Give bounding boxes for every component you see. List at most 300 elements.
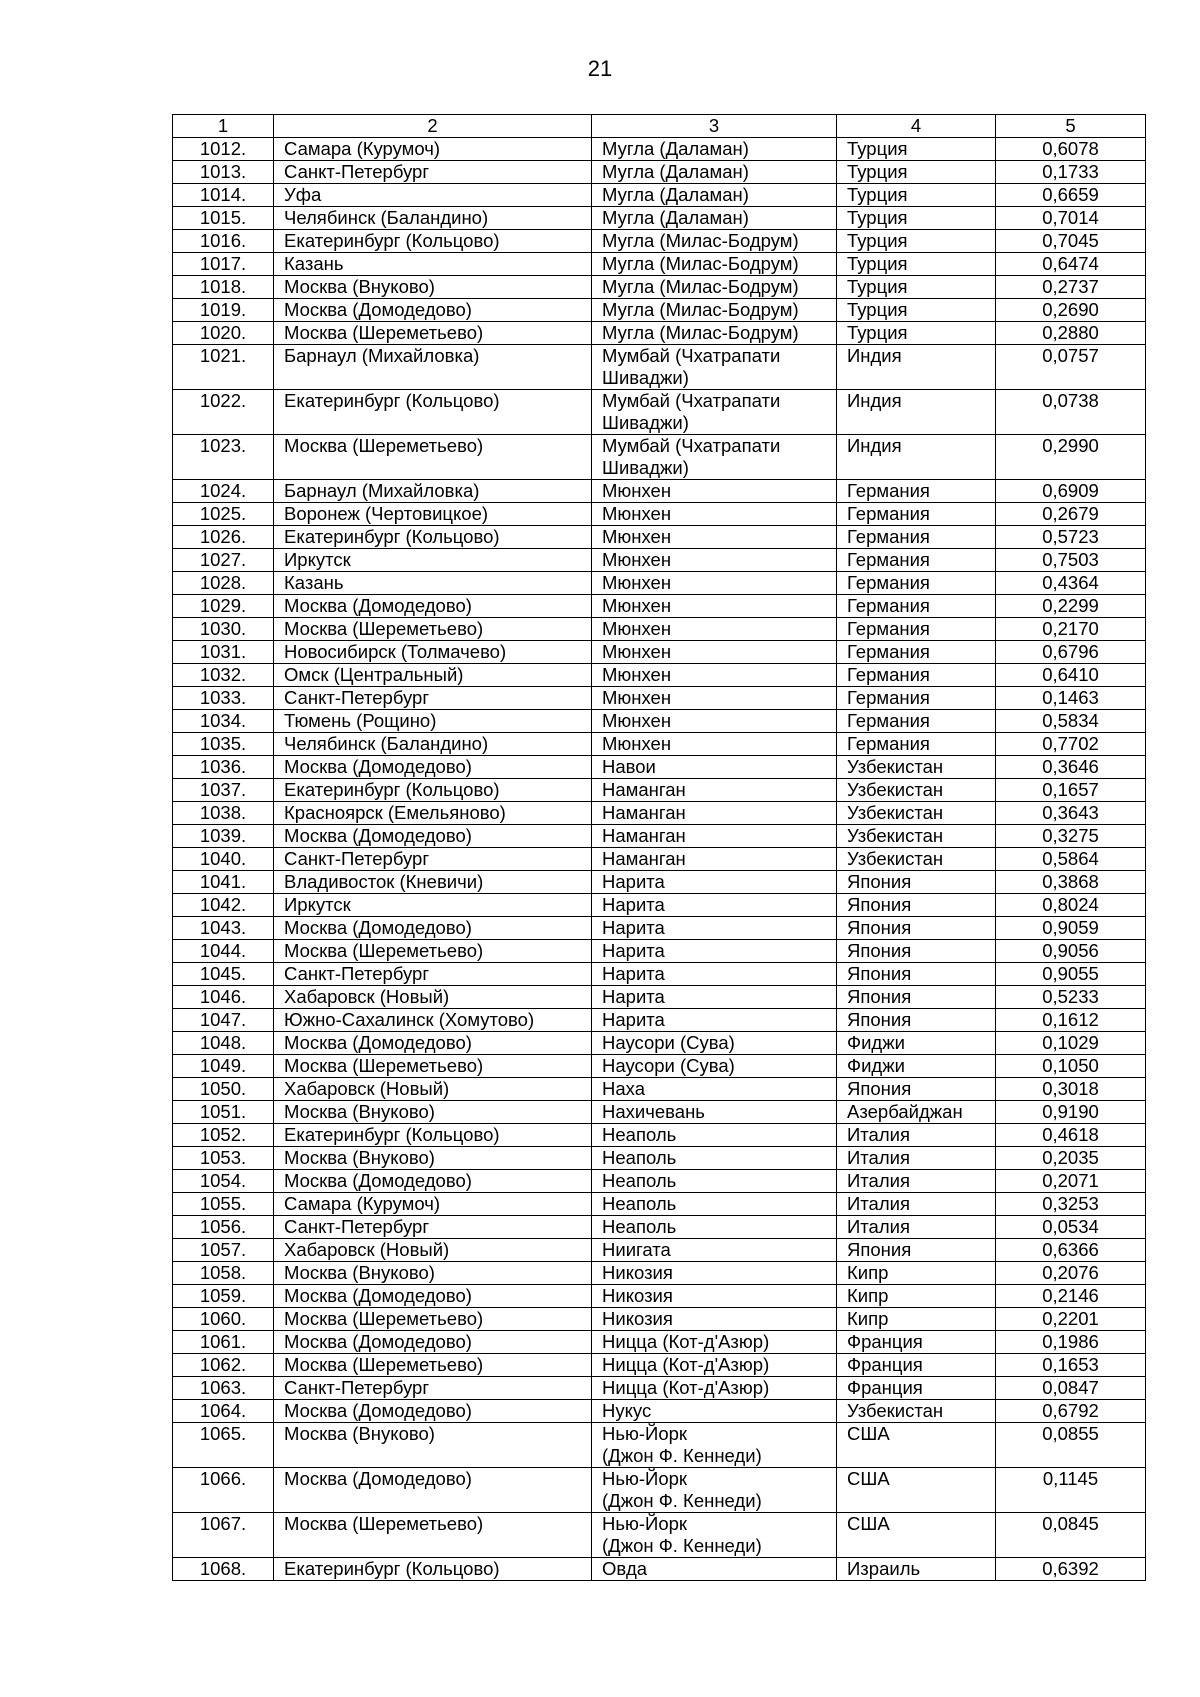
- table-row: [173, 1078, 1146, 1101]
- row-number: 1012.: [173, 138, 274, 161]
- row-number: 1021.: [173, 345, 274, 390]
- row-number: 1054.: [173, 1170, 274, 1193]
- departure-airport: Владивосток (Кневичи): [274, 871, 592, 894]
- coefficient-value: 0,1050: [996, 1055, 1146, 1078]
- departure-airport: Москва (Домодедово): [274, 1285, 592, 1308]
- destination-airport: Мумбай (Чхатрапати Шиваджи): [592, 390, 837, 435]
- departure-airport: Красноярск (Емельяново): [274, 802, 592, 825]
- country: Япония: [837, 1078, 996, 1101]
- country: Узбекистан: [837, 1400, 996, 1423]
- table-row: [173, 503, 1146, 526]
- destination-airport: Неаполь: [592, 1193, 837, 1216]
- table-row: [173, 1193, 1146, 1216]
- coefficient-value: 0,6392: [996, 1558, 1146, 1581]
- country: Турция: [837, 253, 996, 276]
- country: Индия: [837, 345, 996, 390]
- coefficient-value: 0,1733: [996, 161, 1146, 184]
- destination-airport: Нарита: [592, 871, 837, 894]
- destination-airport: Неаполь: [592, 1170, 837, 1193]
- coefficient-value: 0,2201: [996, 1308, 1146, 1331]
- destination-airport: Никозия: [592, 1308, 837, 1331]
- table-row: [173, 526, 1146, 549]
- departure-airport: Москва (Домодедово): [274, 1468, 592, 1513]
- table-row: [173, 1558, 1146, 1581]
- coefficient-value: 0,5233: [996, 986, 1146, 1009]
- row-number: 1047.: [173, 1009, 274, 1032]
- coefficient-value: 0,1657: [996, 779, 1146, 802]
- departure-airport: Москва (Шереметьево): [274, 1513, 592, 1558]
- departure-airport: Хабаровск (Новый): [274, 1239, 592, 1262]
- table-row: [173, 549, 1146, 572]
- country: Индия: [837, 390, 996, 435]
- country: Германия: [837, 710, 996, 733]
- table-row: [173, 1032, 1146, 1055]
- table-row: [173, 435, 1146, 480]
- table-row: [173, 1147, 1146, 1170]
- coefficient-value: 0,1145: [996, 1468, 1146, 1513]
- table-row: [173, 940, 1146, 963]
- coefficient-value: 0,1612: [996, 1009, 1146, 1032]
- row-number: 1066.: [173, 1468, 274, 1513]
- page-number: 21: [587, 56, 613, 81]
- row-number: 1046.: [173, 986, 274, 1009]
- row-number: 1026.: [173, 526, 274, 549]
- country: Италия: [837, 1124, 996, 1147]
- country: США: [837, 1513, 996, 1558]
- destination-airport: Мугла (Даламан): [592, 207, 837, 230]
- table-row: [173, 871, 1146, 894]
- table-header-row: [173, 115, 1146, 138]
- row-number: 1044.: [173, 940, 274, 963]
- departure-airport: Иркутск: [274, 549, 592, 572]
- departure-airport: Санкт-Петербург: [274, 848, 592, 871]
- country: Турция: [837, 138, 996, 161]
- country: Германия: [837, 549, 996, 572]
- coefficient-value: 0,8024: [996, 894, 1146, 917]
- table-row: [173, 230, 1146, 253]
- destination-airport: Мюнхен: [592, 618, 837, 641]
- departure-airport: Хабаровск (Новый): [274, 1078, 592, 1101]
- table-row: [173, 1262, 1146, 1285]
- departure-airport: Хабаровск (Новый): [274, 986, 592, 1009]
- departure-airport: Екатеринбург (Кольцово): [274, 230, 592, 253]
- coefficient-value: 0,1029: [996, 1032, 1146, 1055]
- row-number: 1048.: [173, 1032, 274, 1055]
- row-number: 1062.: [173, 1354, 274, 1377]
- destination-airport: Наусори (Сува): [592, 1032, 837, 1055]
- row-number: 1037.: [173, 779, 274, 802]
- row-number: 1031.: [173, 641, 274, 664]
- destination-airport: Нарита: [592, 894, 837, 917]
- coefficient-value: 0,4618: [996, 1124, 1146, 1147]
- table-row: [173, 618, 1146, 641]
- country: Германия: [837, 687, 996, 710]
- row-number: 1015.: [173, 207, 274, 230]
- header-col-4: 4: [837, 115, 996, 138]
- country: Италия: [837, 1147, 996, 1170]
- row-number: 1029.: [173, 595, 274, 618]
- destination-airport: Наманган: [592, 825, 837, 848]
- destination-airport: Мугла (Даламан): [592, 184, 837, 207]
- country: Япония: [837, 917, 996, 940]
- coefficient-value: 0,5864: [996, 848, 1146, 871]
- row-number: 1039.: [173, 825, 274, 848]
- country: Кипр: [837, 1262, 996, 1285]
- destination-airport: Нью-Йорк (Джон Ф. Кеннеди): [592, 1423, 837, 1468]
- departure-airport: Екатеринбург (Кольцово): [274, 1124, 592, 1147]
- row-number: 1025.: [173, 503, 274, 526]
- destination-airport: Нарита: [592, 917, 837, 940]
- destination-airport: Никозия: [592, 1262, 837, 1285]
- country: Турция: [837, 322, 996, 345]
- table-row: [173, 1101, 1146, 1124]
- destination-airport: Мугла (Даламан): [592, 161, 837, 184]
- row-number: 1020.: [173, 322, 274, 345]
- routes-table: [172, 114, 1146, 1581]
- destination-airport: Нарита: [592, 940, 837, 963]
- destination-airport: Наманган: [592, 779, 837, 802]
- country: Япония: [837, 894, 996, 917]
- table-row: [173, 138, 1146, 161]
- country: Германия: [837, 618, 996, 641]
- table-row: [173, 1308, 1146, 1331]
- row-number: 1059.: [173, 1285, 274, 1308]
- country: Турция: [837, 207, 996, 230]
- table-row: [173, 848, 1146, 871]
- table-row: [173, 299, 1146, 322]
- departure-airport: Тюмень (Рощино): [274, 710, 592, 733]
- table-row: [173, 1124, 1146, 1147]
- country: Германия: [837, 526, 996, 549]
- row-number: 1024.: [173, 480, 274, 503]
- departure-airport: Москва (Шереметьево): [274, 1308, 592, 1331]
- destination-airport: Мугла (Милас-Бодрум): [592, 276, 837, 299]
- coefficient-value: 0,6909: [996, 480, 1146, 503]
- departure-airport: Иркутск: [274, 894, 592, 917]
- row-number: 1063.: [173, 1377, 274, 1400]
- country: Узбекистан: [837, 756, 996, 779]
- row-number: 1028.: [173, 572, 274, 595]
- row-number: 1056.: [173, 1216, 274, 1239]
- destination-airport: Мюнхен: [592, 503, 837, 526]
- row-number: 1052.: [173, 1124, 274, 1147]
- departure-airport: Екатеринбург (Кольцово): [274, 779, 592, 802]
- departure-airport: Москва (Шереметьево): [274, 940, 592, 963]
- country: Израиль: [837, 1558, 996, 1581]
- destination-airport: Мюнхен: [592, 687, 837, 710]
- country: Турция: [837, 299, 996, 322]
- coefficient-value: 0,7014: [996, 207, 1146, 230]
- departure-airport: Москва (Домодедово): [274, 299, 592, 322]
- row-number: 1032.: [173, 664, 274, 687]
- country: Фиджи: [837, 1032, 996, 1055]
- destination-airport: Мюнхен: [592, 664, 837, 687]
- coefficient-value: 0,0845: [996, 1513, 1146, 1558]
- row-number: 1041.: [173, 871, 274, 894]
- coefficient-value: 0,3646: [996, 756, 1146, 779]
- coefficient-value: 0,2071: [996, 1170, 1146, 1193]
- table-row: [173, 756, 1146, 779]
- coefficient-value: 0,3253: [996, 1193, 1146, 1216]
- coefficient-value: 0,7503: [996, 549, 1146, 572]
- coefficient-value: 0,2990: [996, 435, 1146, 480]
- row-number: 1034.: [173, 710, 274, 733]
- departure-airport: Москва (Внуково): [274, 1423, 592, 1468]
- destination-airport: Мугла (Даламан): [592, 138, 837, 161]
- table-row: [173, 480, 1146, 503]
- coefficient-value: 0,2076: [996, 1262, 1146, 1285]
- departure-airport: Екатеринбург (Кольцово): [274, 1558, 592, 1581]
- table-row: [173, 1400, 1146, 1423]
- table-row: [173, 779, 1146, 802]
- country: Узбекистан: [837, 802, 996, 825]
- row-number: 1057.: [173, 1239, 274, 1262]
- destination-airport: Наманган: [592, 848, 837, 871]
- header-col-5: 5: [996, 115, 1146, 138]
- coefficient-value: 0,2679: [996, 503, 1146, 526]
- row-number: 1050.: [173, 1078, 274, 1101]
- country: Германия: [837, 733, 996, 756]
- coefficient-value: 0,9056: [996, 940, 1146, 963]
- departure-airport: Воронеж (Чертовицкое): [274, 503, 592, 526]
- row-number: 1061.: [173, 1331, 274, 1354]
- departure-airport: Уфа: [274, 184, 592, 207]
- country: Турция: [837, 230, 996, 253]
- country: Германия: [837, 664, 996, 687]
- destination-airport: Мюнхен: [592, 733, 837, 756]
- destination-airport: Нукус: [592, 1400, 837, 1423]
- departure-airport: Санкт-Петербург: [274, 1216, 592, 1239]
- destination-airport: Наха: [592, 1078, 837, 1101]
- country: Франция: [837, 1331, 996, 1354]
- table-row: [173, 1170, 1146, 1193]
- departure-airport: Казань: [274, 572, 592, 595]
- row-number: 1068.: [173, 1558, 274, 1581]
- row-number: 1042.: [173, 894, 274, 917]
- destination-airport: Неаполь: [592, 1147, 837, 1170]
- table-body: [173, 138, 1146, 1581]
- coefficient-value: 0,6796: [996, 641, 1146, 664]
- coefficient-value: 0,3643: [996, 802, 1146, 825]
- departure-airport: Санкт-Петербург: [274, 161, 592, 184]
- coefficient-value: 0,6078: [996, 138, 1146, 161]
- coefficient-value: 0,7702: [996, 733, 1146, 756]
- country: Турция: [837, 161, 996, 184]
- coefficient-value: 0,3275: [996, 825, 1146, 848]
- departure-airport: Москва (Внуково): [274, 276, 592, 299]
- country: Турция: [837, 276, 996, 299]
- table-row: [173, 276, 1146, 299]
- destination-airport: Никозия: [592, 1285, 837, 1308]
- row-number: 1060.: [173, 1308, 274, 1331]
- coefficient-value: 0,1986: [996, 1331, 1146, 1354]
- row-number: 1055.: [173, 1193, 274, 1216]
- coefficient-value: 0,6792: [996, 1400, 1146, 1423]
- row-number: 1033.: [173, 687, 274, 710]
- destination-airport: Нью-Йорк (Джон Ф. Кеннеди): [592, 1468, 837, 1513]
- departure-airport: Москва (Домодедово): [274, 756, 592, 779]
- table-row: [173, 161, 1146, 184]
- coefficient-value: 0,4364: [996, 572, 1146, 595]
- destination-airport: Мумбай (Чхатрапати Шиваджи): [592, 345, 837, 390]
- table-row: [173, 825, 1146, 848]
- row-number: 1013.: [173, 161, 274, 184]
- coefficient-value: 0,9055: [996, 963, 1146, 986]
- country: Италия: [837, 1170, 996, 1193]
- departure-airport: Барнаул (Михайловка): [274, 480, 592, 503]
- header-col-3: 3: [592, 115, 837, 138]
- table-row: [173, 963, 1146, 986]
- coefficient-value: 0,2880: [996, 322, 1146, 345]
- table-row: [173, 322, 1146, 345]
- destination-airport: Нарита: [592, 1009, 837, 1032]
- table-row: [173, 207, 1146, 230]
- table-row: [173, 1423, 1146, 1468]
- row-number: 1023.: [173, 435, 274, 480]
- coefficient-value: 0,6659: [996, 184, 1146, 207]
- country: Германия: [837, 595, 996, 618]
- departure-airport: Санкт-Петербург: [274, 963, 592, 986]
- destination-airport: Нахичевань: [592, 1101, 837, 1124]
- row-number: 1014.: [173, 184, 274, 207]
- destination-airport: Мюнхен: [592, 595, 837, 618]
- coefficient-value: 0,2737: [996, 276, 1146, 299]
- table-row: [173, 1354, 1146, 1377]
- departure-airport: Самара (Курумоч): [274, 1193, 592, 1216]
- table-row: [173, 664, 1146, 687]
- row-number: 1045.: [173, 963, 274, 986]
- table-row: [173, 641, 1146, 664]
- coefficient-value: 0,2170: [996, 618, 1146, 641]
- coefficient-value: 0,0738: [996, 390, 1146, 435]
- country: Узбекистан: [837, 825, 996, 848]
- departure-airport: Москва (Домодедово): [274, 1170, 592, 1193]
- coefficient-value: 0,3868: [996, 871, 1146, 894]
- departure-airport: Москва (Домодедово): [274, 1400, 592, 1423]
- coefficient-value: 0,3018: [996, 1078, 1146, 1101]
- table-row: [173, 1216, 1146, 1239]
- country: США: [837, 1468, 996, 1513]
- destination-airport: Мугла (Милас-Бодрум): [592, 322, 837, 345]
- departure-airport: Москва (Внуково): [274, 1147, 592, 1170]
- destination-airport: Мюнхен: [592, 480, 837, 503]
- coefficient-value: 0,5723: [996, 526, 1146, 549]
- country: Азербайджан: [837, 1101, 996, 1124]
- table-row: [173, 390, 1146, 435]
- departure-airport: Москва (Домодедово): [274, 595, 592, 618]
- coefficient-value: 0,9059: [996, 917, 1146, 940]
- departure-airport: Москва (Внуково): [274, 1101, 592, 1124]
- country: Япония: [837, 940, 996, 963]
- destination-airport: Ницца (Кот-д'Азюр): [592, 1377, 837, 1400]
- destination-airport: Мюнхен: [592, 641, 837, 664]
- country: Германия: [837, 641, 996, 664]
- departure-airport: Москва (Шереметьево): [274, 435, 592, 480]
- country: Кипр: [837, 1308, 996, 1331]
- destination-airport: Неаполь: [592, 1216, 837, 1239]
- departure-airport: Екатеринбург (Кольцово): [274, 526, 592, 549]
- destination-airport: Неаполь: [592, 1124, 837, 1147]
- country: Кипр: [837, 1285, 996, 1308]
- country: Германия: [837, 480, 996, 503]
- destination-airport: Навои: [592, 756, 837, 779]
- country: Япония: [837, 1239, 996, 1262]
- destination-airport: Ниигата: [592, 1239, 837, 1262]
- departure-airport: Самара (Курумоч): [274, 138, 592, 161]
- destination-airport: Мюнхен: [592, 526, 837, 549]
- row-number: 1022.: [173, 390, 274, 435]
- country: Италия: [837, 1193, 996, 1216]
- row-number: 1040.: [173, 848, 274, 871]
- table-row: [173, 595, 1146, 618]
- departure-airport: Санкт-Петербург: [274, 1377, 592, 1400]
- coefficient-value: 0,2146: [996, 1285, 1146, 1308]
- departure-airport: Южно-Сахалинск (Хомутово): [274, 1009, 592, 1032]
- table-row: [173, 1513, 1146, 1558]
- coefficient-value: 0,1463: [996, 687, 1146, 710]
- departure-airport: Москва (Шереметьево): [274, 618, 592, 641]
- row-number: 1019.: [173, 299, 274, 322]
- departure-airport: Москва (Шереметьево): [274, 1354, 592, 1377]
- row-number: 1030.: [173, 618, 274, 641]
- table-row: [173, 894, 1146, 917]
- coefficient-value: 0,1653: [996, 1354, 1146, 1377]
- table-row: [173, 184, 1146, 207]
- departure-airport: Санкт-Петербург: [274, 687, 592, 710]
- coefficient-value: 0,6366: [996, 1239, 1146, 1262]
- table-row: [173, 710, 1146, 733]
- destination-airport: Нарита: [592, 986, 837, 1009]
- destination-airport: Мюнхен: [592, 710, 837, 733]
- table-row: [173, 1468, 1146, 1513]
- coefficient-value: 0,0855: [996, 1423, 1146, 1468]
- destination-airport: Ницца (Кот-д'Азюр): [592, 1331, 837, 1354]
- table-row: [173, 917, 1146, 940]
- table-row: [173, 986, 1146, 1009]
- coefficient-value: 0,2035: [996, 1147, 1146, 1170]
- destination-airport: Нью-Йорк (Джон Ф. Кеннеди): [592, 1513, 837, 1558]
- country: Япония: [837, 871, 996, 894]
- departure-airport: Казань: [274, 253, 592, 276]
- table-row: [173, 253, 1146, 276]
- departure-airport: Челябинск (Баландино): [274, 733, 592, 756]
- destination-airport: Мумбай (Чхатрапати Шиваджи): [592, 435, 837, 480]
- row-number: 1064.: [173, 1400, 274, 1423]
- departure-airport: Москва (Шереметьево): [274, 1055, 592, 1078]
- header-col-1: 1: [173, 115, 274, 138]
- row-number: 1017.: [173, 253, 274, 276]
- departure-airport: Барнаул (Михайловка): [274, 345, 592, 390]
- coefficient-value: 0,0757: [996, 345, 1146, 390]
- table-row: [173, 345, 1146, 390]
- destination-airport: Мугла (Милас-Бодрум): [592, 299, 837, 322]
- row-number: 1049.: [173, 1055, 274, 1078]
- row-number: 1018.: [173, 276, 274, 299]
- destination-airport: Овда: [592, 1558, 837, 1581]
- destination-airport: Мюнхен: [592, 572, 837, 595]
- destination-airport: Нарита: [592, 963, 837, 986]
- coefficient-value: 0,0534: [996, 1216, 1146, 1239]
- country: Франция: [837, 1377, 996, 1400]
- row-number: 1035.: [173, 733, 274, 756]
- country: Япония: [837, 986, 996, 1009]
- coefficient-value: 0,0847: [996, 1377, 1146, 1400]
- table-row: [173, 802, 1146, 825]
- departure-airport: Екатеринбург (Кольцово): [274, 390, 592, 435]
- coefficient-value: 0,6410: [996, 664, 1146, 687]
- destination-airport: Ницца (Кот-д'Азюр): [592, 1354, 837, 1377]
- row-number: 1053.: [173, 1147, 274, 1170]
